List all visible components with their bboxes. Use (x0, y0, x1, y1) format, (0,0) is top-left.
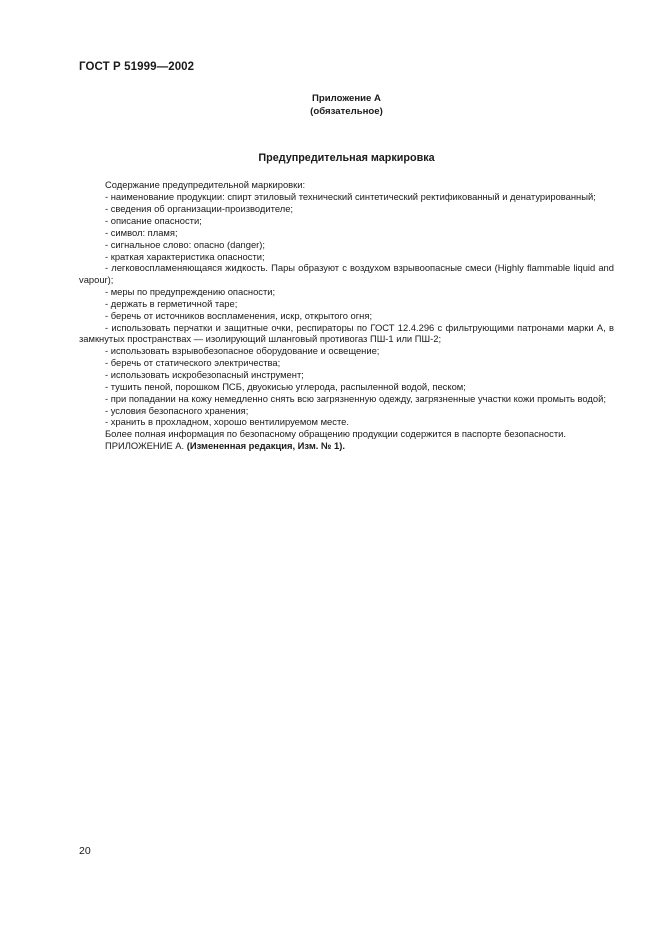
list-item: - символ: пламя; (105, 226, 178, 238)
list-item: - использовать взрывобезопасное оборудование и освещение; (105, 345, 380, 357)
list-item: - описание опасности; (105, 215, 202, 227)
list-item: - сведения об организации-производителе; (105, 203, 294, 215)
marking-items-list (79, 191, 614, 428)
list-item: - при попадании на кожу немедленно снять всю загрязненную одежду, загрязненные участки кожи промыть водой; (105, 392, 606, 404)
amendment-suffix: . (342, 440, 345, 452)
list-item: - беречь от источников воспламенения, искр, открытого огня; (105, 309, 373, 321)
list-item: - хранить в прохладном, хорошо вентилируемом месте. (105, 416, 349, 428)
appendix-heading (79, 92, 614, 118)
closing-paragraph: Более полная информация по безопасному обращению продукции содержится в паспорте безопасности. (105, 428, 566, 440)
page-number: 20 (79, 845, 91, 857)
list-item: - легковоспламеняющаяся жидкость. Пары образуют с воздухом взрывоопасные смеси (Highly flammable liquid and vapour); (79, 262, 614, 286)
list-item: - держать в герметичной таре; (105, 297, 238, 309)
list-item: - наименование продукции: спирт этиловый технический синтетический ректификованный и денатурированный; (105, 191, 596, 203)
list-item: - меры по предупреждению опасности; (105, 286, 276, 298)
list-item: - использовать перчатки и защитные очки, респираторы по ГОСТ 12.4.296 с фильтрующими патронами марки А, в замкнутых пространствах — изолирующий шланговый противогаз ПШ-1 или ПШ-2; (79, 321, 614, 345)
section-title: Предупредительная маркировка (258, 152, 435, 164)
list-item: - условия безопасного хранения; (105, 404, 249, 416)
appendix-title: Приложение А (312, 93, 381, 104)
list-item: - краткая характеристика опасности; (105, 250, 265, 262)
intro-paragraph: Содержание предупредительной маркировки: (105, 179, 306, 190)
list-item: - сигнальное слово: опасно (danger); (105, 238, 266, 250)
amendment-note: (Измененная редакция, Изм. № 1) (186, 440, 343, 452)
amendment-paragraph (79, 440, 614, 452)
list-item: - использовать искробезопасный инструмент; (105, 369, 304, 380)
list-item: - беречь от статического электричества; (105, 357, 281, 369)
document-code: ГОСТ Р 51999—2002 (79, 61, 195, 73)
list-item: - тушить пеной, порошком ПСБ, двуокисью углерода, распыленной водой, песком; (105, 380, 466, 392)
document-body (79, 179, 614, 452)
amendment-prefix: ПРИЛОЖЕНИЕ А. (105, 440, 187, 452)
appendix-status: (обязательное) (310, 106, 383, 117)
